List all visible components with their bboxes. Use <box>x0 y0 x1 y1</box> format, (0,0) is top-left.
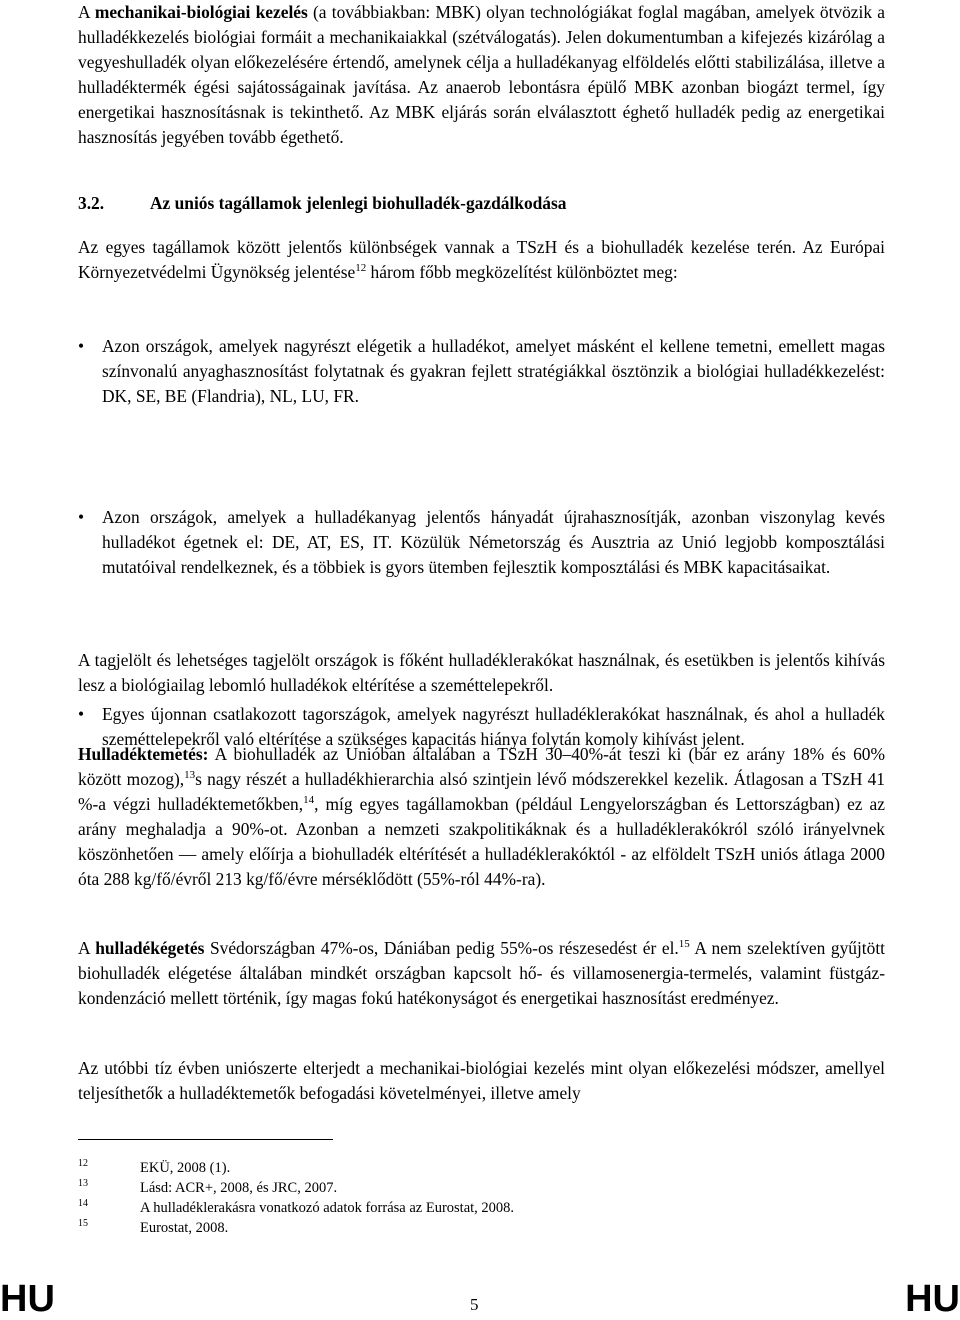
language-label-right: HU <box>905 1278 960 1320</box>
approaches-paragraph: Az egyes tagállamok között jelentős különbségek vannak a TSzH és a biohulladék kezelése terén. Az Európai Környezetvédelmi Ügynökség jelentése$^{12}$ három főbb megközelítést különböztet meg: <box>78 237 885 282</box>
list-item: • Azon országok, amelyek a hulladékanyag jelentős hányadát újrahasznosítják, azonban viszonylag kevés hulladékot égetnek el: DE, AT, ES, IT. Közülük Németország és Ausztria az Unió legjobb komposztálási mutatóival rendelkeznek, és a többiek is gyors ütemben fejlesztik komposztálási és MBK kapacitásaikat. <box>78 507 885 577</box>
bullet-icon: • <box>78 704 85 724</box>
landfill-paragraph: Hulladéktemetés: A biohulladék az Unióban általában a TSzH 30–40%-át teszi ki (bár ez arány 18% és 60% között mozog),$^{13}$s nagy részét a hulladékhierarchia alsó szintjein lévő módszerekkel kezelik. Átlagosan a TSzH 41 %-a végzi hulladéktemetőkben,$^{14}$, míg egyes tagállamokban (például Lengyelországban és Lettországban) ez az arány meghaladja a 90%-ot. Azonban a nemzeti szakpolitikáknak és a hulladéklerakókról szóló irányelvnek köszönhetően — amely előírja a biohulladék eltérítését a hulladéklerakóktól - az elföldelt TSzH uniós átlaga 2000 óta 288 kg/fő/évről 213 kg/fő/évre mérséklődött (55%-ról 44%-ra). <box>78 744 885 889</box>
footnote-ref-14[interactable]: 14 <box>303 794 315 806</box>
section-title: Az uniós tagállamok jelenlegi biohulladék-gazdálkodása <box>150 193 567 213</box>
list-item: • Egyes újonnan csatlakozott tagországok, amelyek nagyrészt hulladéklerakókat használnak, és ahol a hulladék szeméttelepekről való eltérítése a szükséges kapacitás hiánya folytán komoly kihívást jelent. <box>78 704 885 749</box>
mbt-paragraph: Az utóbbi tíz évben uniószerte elterjedt a mechanikai-biológiai kezelés mint olyan előkezelési módszer, amellyel teljesíthetők a hulladéktemetők befogadási követelményei, illetve amely <box>78 1058 885 1103</box>
list-item: • Azon országok, amelyek nagyrészt elégetik a hulladékot, amelyet másként el kellene temetni, emellett magas színvonalú anyaghasznosítást folytatnak és gyakran fejlett stratégiákkal ösztönzik a biológiai hulladékkezelést: DK, SE, BE (Flandria), NL, LU, FR. <box>78 336 885 406</box>
footnote-12: 12 EKÜ, 2008 (1). <box>78 1158 231 1176</box>
footnote-15: 15 Eurostat, 2008. <box>78 1218 229 1236</box>
footnote-ref-12[interactable]: 12 <box>355 262 367 274</box>
footnote-ref-15[interactable]: 15 <box>678 938 690 950</box>
footnotes <box>78 1158 885 1238</box>
footnote-14: 14 A hulladéklerakásra vonatkozó adatok forrása az Eurostat, 2008. <box>78 1198 515 1216</box>
bullet-icon: • <box>78 507 85 527</box>
footnote-divider <box>78 1139 333 1140</box>
bullet-icon: • <box>78 336 85 356</box>
incineration-term: hulladékégetés <box>95 938 205 958</box>
mbk-term: mechanikai-biológiai kezelés <box>94 2 308 22</box>
footnote-ref-13[interactable]: 13 <box>184 769 196 781</box>
footnote-13: 13 Lásd: ACR+, 2008, és JRC, 2007. <box>78 1178 338 1196</box>
language-label-left: HU <box>0 1278 55 1320</box>
incineration-paragraph: A hulladékégetés Svédországban 47%-os, Dániában pedig 55%-os részesedést ér el.$^{15}$ A nem szelektíven gyűjtött biohulladék elégetése általában mindkét országban kapcsolt hő- és villamosenergia-termelés, valamint füstgáz-kondenzáció mellett történik, így magas fokú hatékonyságot és energetikai hasznosítást eredményez. <box>78 938 885 1008</box>
candidate-countries-paragraph: A tagjelölt és lehetséges tagjelölt országok is főként hulladéklerakókat használnak, és esetükben is jelentős kihívás lesz a biológiailag lebomló hulladékok eltérítése a szeméttelepekről. <box>78 650 885 695</box>
page-number: 5 <box>470 1295 479 1314</box>
landfill-term: Hulladéktemetés: <box>78 744 209 764</box>
section-heading <box>78 191 566 216</box>
section-number: 3.2. <box>78 193 105 213</box>
intro-paragraph: A mechanikai-biológiai kezelés (a továbbiakban: MBK) olyan technológiákat foglal magában, amelyek ötvözik a hulladékkezelés biológiai formáit a mechanikaiakkal (szétválogatás). Jelen dokumentumban a kifejezés kizárólag a vegyeshulladék olyan előkezelésére értendő, amelynek célja a hulladékanyag elföldelés előtti stabilizálása, illetve a hulladéktermék égési sajátosságainak javítása. Az anaerob lebontásra épülő MBK azonban biogázt termel, így energetikai hasznosításnak is tekinthető. Az MBK eljárás során elválasztott éghető hulladék pedig az energetikai hasznosítás jegyében tovább égethető. <box>78 2 885 147</box>
